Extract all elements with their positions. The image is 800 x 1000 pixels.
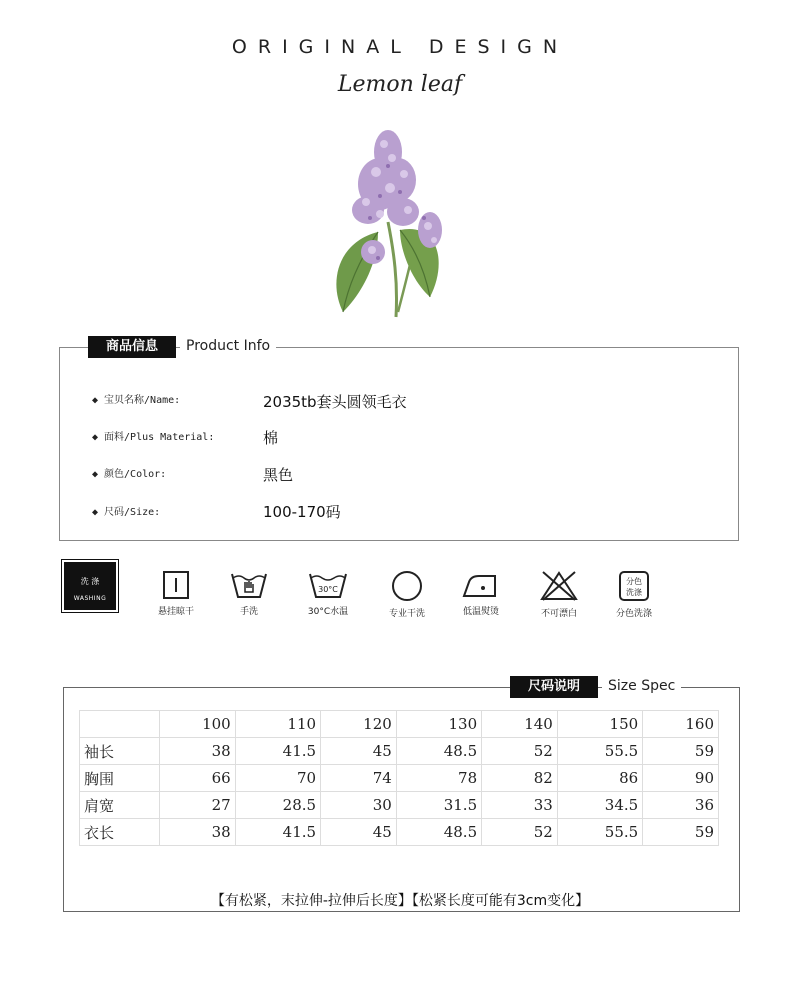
column-header: 140 [482,711,558,738]
table-cell: 36 [643,792,719,819]
info-label: 面料/Plus Material: [104,432,215,443]
washing-badge-en: WASHING [73,595,107,602]
row-header: 胸围 [80,765,160,792]
size-spec-tab: 尺码说明 [510,676,598,698]
table-header-row [80,711,719,738]
care-hand-wash [219,570,279,617]
wash-30-icon [307,570,349,600]
info-row-size [92,503,160,518]
hand-wash-icon [229,570,269,600]
info-value: 棉 [263,429,279,447]
dry-clean-icon [390,570,424,602]
care-dry-clean [377,570,437,619]
care-label: 30°C水温 [307,607,349,617]
table-cell: 55.5 [557,819,642,846]
table-cell: 45 [321,738,397,765]
table-cell: 82 [482,765,558,792]
row-header: 肩宽 [80,792,160,819]
brand-title: ORIGINAL DESIGN [231,36,569,58]
table-cell: 38 [160,738,236,765]
info-row-name [92,391,180,406]
table-row [80,792,719,819]
table-cell: 66 [160,765,236,792]
table-row [80,819,719,846]
separate-text-1: 分色 [626,577,642,586]
info-row-material [92,428,214,443]
separate-wash-icon [618,570,650,602]
info-value: 2035tb套头圆领毛衣 [263,393,407,411]
info-label: 颜色/Color: [104,469,167,480]
care-label: 分色洗涤 [615,609,652,619]
table-cell: 48.5 [396,819,481,846]
table-cell: 55.5 [557,738,642,765]
info-label: 尺码/Size: [104,507,161,518]
table-cell: 41.5 [235,819,320,846]
table-cell: 33 [482,792,558,819]
care-separate-wash [604,570,664,619]
column-header: 150 [557,711,642,738]
table-cell: 48.5 [396,738,481,765]
table-cell: 45 [321,819,397,846]
row-header: 衣长 [80,819,160,846]
table-cell: 70 [235,765,320,792]
script-logo: Lemon leaf [337,72,463,97]
table-cell: 86 [557,765,642,792]
care-label: 不可漂白 [540,609,577,619]
table-cell: 74 [321,765,397,792]
product-info-box [59,347,739,541]
table-cell: 27 [160,792,236,819]
table-cell: 31.5 [396,792,481,819]
table-cell: 38 [160,819,236,846]
bullet-icon: ◆ [92,395,99,406]
bullet-icon: ◆ [92,469,99,480]
table-cell: 28.5 [235,792,320,819]
info-row-color [92,465,166,480]
size-table [79,710,719,846]
table-cell: 34.5 [557,792,642,819]
low-iron-icon [461,570,501,600]
column-header: 100 [160,711,236,738]
info-label: 宝贝名称/Name: [104,395,181,406]
info-value: 100-170码 [263,503,341,521]
wash-temp-text: 30°C [318,585,338,594]
table-cell: 41.5 [235,738,320,765]
table-cell: 59 [643,819,719,846]
table-cell: 59 [643,738,719,765]
info-value: 黑色 [263,466,294,484]
care-label: 专业干洗 [388,609,425,619]
no-bleach-icon [539,570,579,602]
table-cell: 90 [643,765,719,792]
column-header: 160 [643,711,719,738]
care-wash-30 [298,570,358,617]
care-label: 悬挂晾干 [157,607,194,617]
table-row [80,738,719,765]
product-info-subtitle: Product Info [180,338,276,354]
care-hang-dry [146,570,206,617]
table-row [80,765,719,792]
column-header: 120 [321,711,397,738]
table-cell: 52 [482,738,558,765]
table-cell: 52 [482,819,558,846]
bullet-icon: ◆ [92,507,99,518]
column-header: 130 [396,711,481,738]
care-low-iron [451,570,511,617]
product-info-tab: 商品信息 [88,336,176,358]
table-cell: 30 [321,792,397,819]
row-header: 袖长 [80,738,160,765]
washing-badge [62,560,118,612]
care-label: 低温熨烫 [462,607,499,617]
column-header: 110 [235,711,320,738]
size-spec-subtitle: Size Spec [602,678,681,694]
table-cell: 78 [396,765,481,792]
lilac-illustration [318,122,468,322]
bullet-icon: ◆ [92,432,99,443]
washing-badge-cn: 洗 涤 [80,577,100,586]
care-label: 手洗 [239,607,258,617]
size-note: 【有松紧，末拉伸-拉伸后长度】【松紧长度可能有3cm变化】 [210,893,590,909]
hang-dry-icon [162,570,190,600]
separate-text-2: 洗涤 [626,588,642,597]
care-no-bleach [529,570,589,619]
table-corner-cell [80,711,160,738]
